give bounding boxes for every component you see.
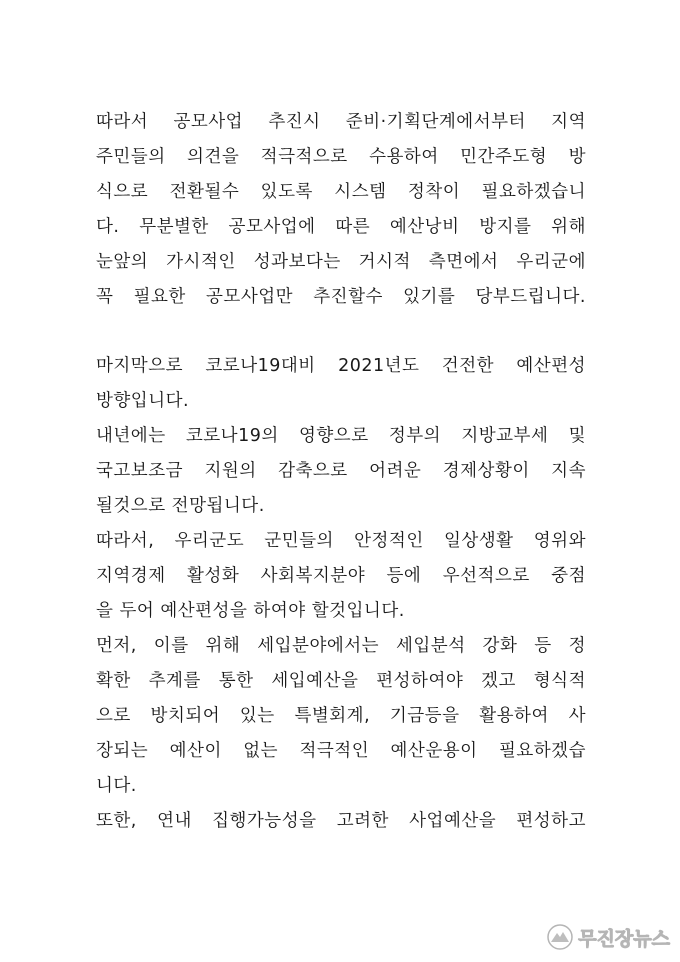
text-line: 따라서, 우리군도 군민들의 안정적인 일상생활 영위와: [96, 531, 586, 551]
text-line: 주민들의 의견을 적극적으로 수용하여 민간주도형 방: [96, 147, 586, 167]
text-line: 마지막으로 코로나19대비 2021년도 건전한 예산편성: [96, 356, 586, 376]
text-line: 식으로 전환될수 있도록 시스템 정착이 필요하겠습니: [96, 182, 586, 202]
text-line: 먼저, 이를 위해 세입분야에서는 세입분석 강화 등 정: [96, 636, 586, 656]
text-line: 따라서 공모사업 추진시 준비·기획단계에서부터 지역: [96, 112, 586, 132]
text-line: 다. 무분별한 공모사업에 따른 예산낭비 방지를 위해: [96, 217, 586, 237]
text-line: 확한 추계를 통한 세입예산을 편성하여야 겠고 형식적: [96, 671, 586, 691]
text-line: 지역경제 활성화 사회복지분야 등에 우선적으로 중점: [96, 566, 586, 586]
text-line: 을 두어 예산편성을 하여야 할것입니다.: [96, 601, 405, 621]
text-line: 눈앞의 가시적인 성과보다는 거시적 측면에서 우리군에: [96, 252, 586, 272]
paragraph-1: [96, 105, 586, 315]
text-line: 꼭 필요한 공모사업만 추진할수 있기를 당부드립니다.: [96, 287, 586, 307]
text-line: 으로 방치되어 있는 특별회계, 기금등을 활용하여 사: [96, 706, 586, 726]
text-line: 될것으로 전망됩니다.: [96, 496, 265, 516]
text-line: 또한, 연내 집행가능성을 고려한 사업예산을 편성하고: [96, 811, 586, 831]
watermark-text: 무진장뉴스: [578, 927, 670, 950]
mountain-logo-icon: [546, 923, 574, 951]
text-line: 국고보조금 지원의 감축으로 어려운 경제상황이 지속: [96, 461, 586, 481]
text-line: 니다.: [96, 776, 137, 796]
watermark: [546, 922, 670, 952]
text-line: 내년에는 코로나19의 영향으로 정부의 지방교부세 및: [96, 426, 586, 446]
paragraph-2: [96, 349, 586, 839]
text-line: 장되는 예산이 없는 적극적인 예산운용이 필요하겠습: [96, 741, 586, 761]
text-line: 방향입니다.: [96, 391, 190, 411]
